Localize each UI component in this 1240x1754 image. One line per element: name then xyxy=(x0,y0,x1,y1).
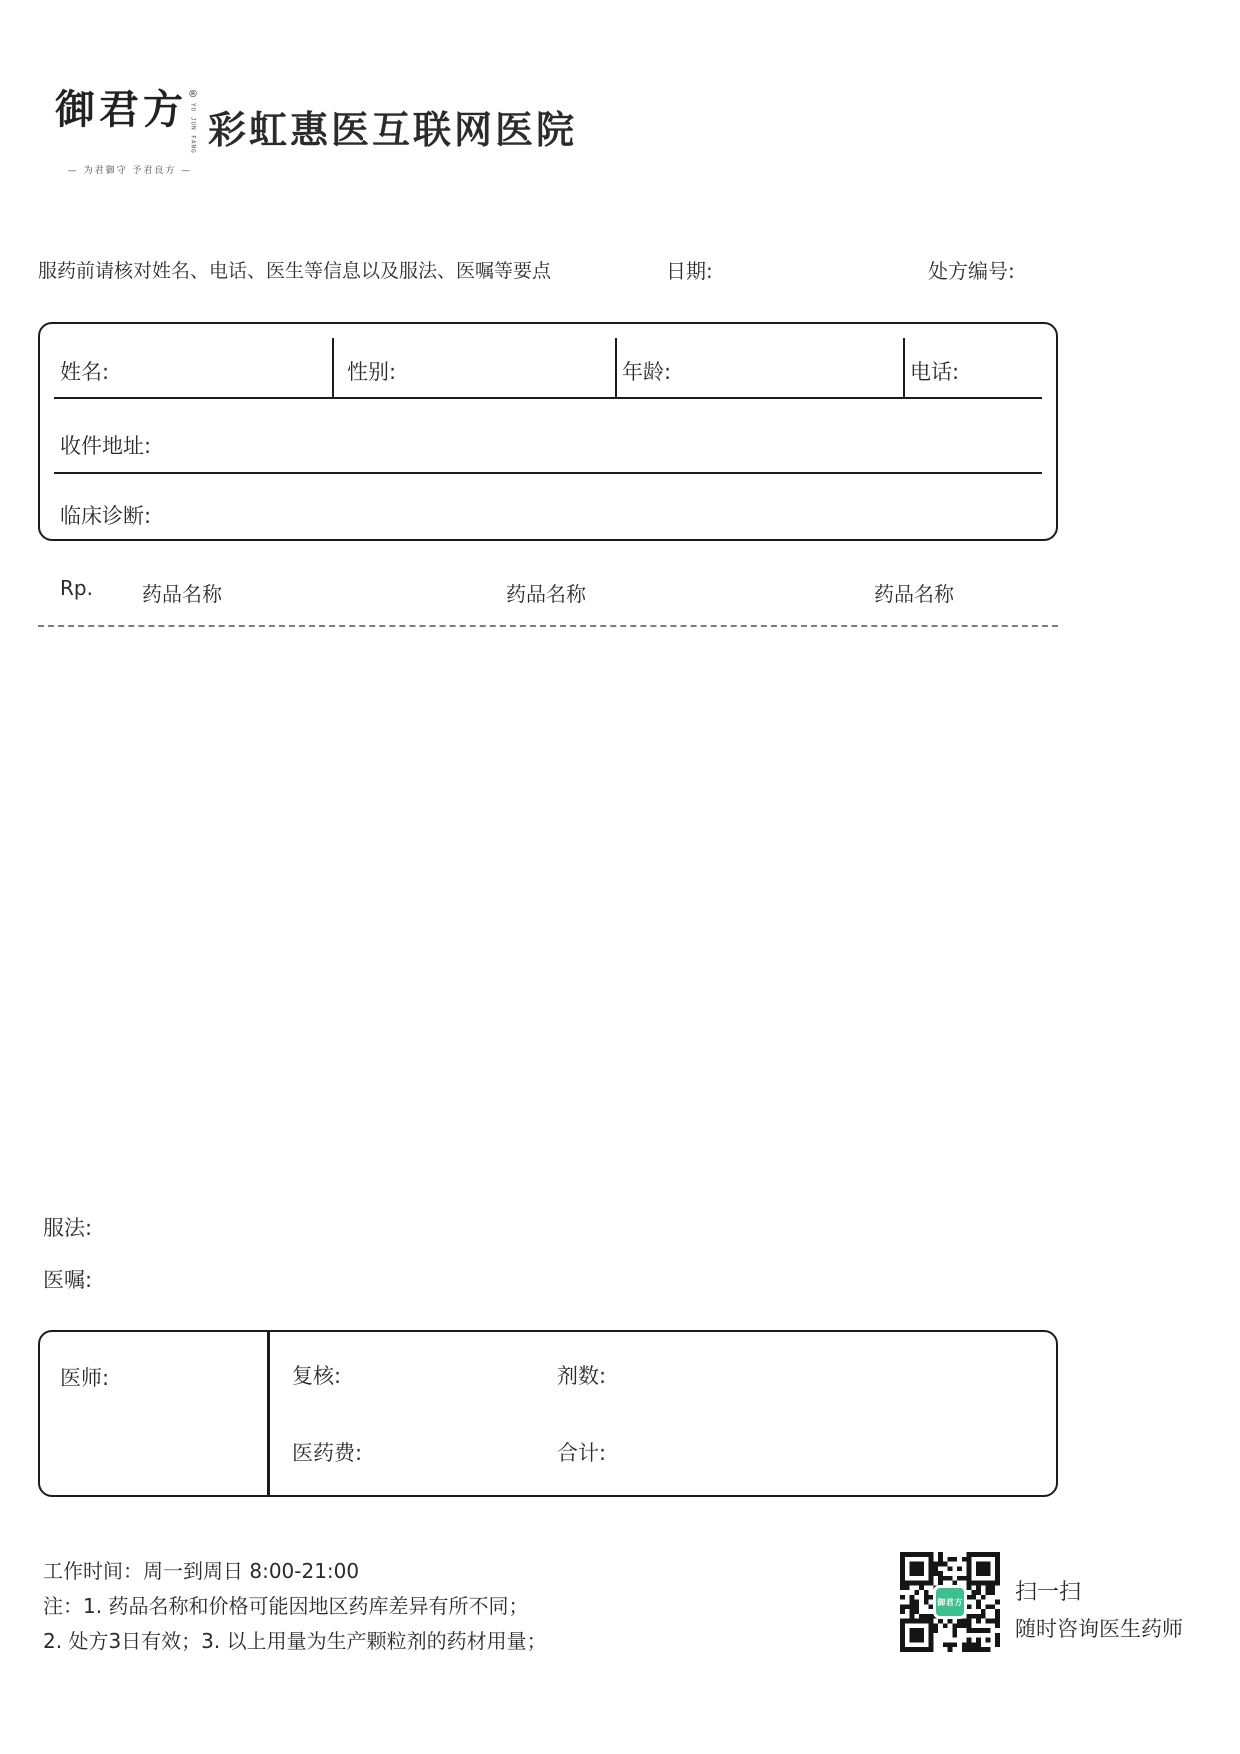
usage-label: 服法: xyxy=(43,1216,93,1240)
brand-romanized-name: YU JUN FANG xyxy=(189,103,197,154)
drug-name-column-header: 药品名称 xyxy=(142,582,222,606)
rx-number-label: 处方编号: xyxy=(928,259,1015,283)
gender-label: 性别: xyxy=(347,360,397,384)
review-label: 复核: xyxy=(292,1364,342,1388)
dashed-separator xyxy=(38,625,1058,627)
drug-name-column-header: 药品名称 xyxy=(506,582,586,606)
precheck-notice: 服药前请核对姓名、电话、医生等信息以及服法、医嘱等要点 xyxy=(38,260,552,282)
rp-label: Rp. xyxy=(60,576,93,600)
address-label: 收件地址: xyxy=(60,434,152,458)
work-time-note: 工作时间：周一到周日 8:00-21:00 xyxy=(43,1559,360,1583)
divider xyxy=(54,472,1042,474)
scan-me-label: 扫一扫 xyxy=(1015,1580,1082,1605)
divider xyxy=(615,338,617,397)
divider xyxy=(267,1332,270,1495)
age-label: 年龄: xyxy=(622,360,672,384)
brand-logo xyxy=(55,88,205,176)
brand-tagline: — 为君御守 予君良方 — xyxy=(67,165,193,176)
qr-center-logo: 御君方 xyxy=(933,1585,967,1619)
divider xyxy=(332,338,334,397)
doses-label: 剂数: xyxy=(557,1364,607,1388)
footnote-2: 2. 处方3日有效；3. 以上用量为生产颗粒剂的药材用量； xyxy=(43,1629,547,1653)
doctor-advice-label: 医嘱: xyxy=(43,1268,93,1292)
footnote-1: 注：1. 药品名称和价格可能因地区药库差异有所不同； xyxy=(43,1594,529,1618)
drug-name-column-header: 药品名称 xyxy=(874,582,954,606)
patient-info-box xyxy=(38,322,1058,541)
scan-subtext: 随时咨询医生药师 xyxy=(1015,1617,1183,1641)
doctor-label: 医师: xyxy=(60,1366,110,1390)
name-label: 姓名: xyxy=(60,360,110,384)
date-label: 日期: xyxy=(666,259,713,283)
signature-box xyxy=(38,1330,1058,1497)
diagnosis-label: 临床诊断: xyxy=(60,504,152,528)
hospital-name: 彩虹惠医互联网医院 xyxy=(208,108,578,152)
brand-name: 御君方 xyxy=(55,86,187,133)
registered-trademark-icon: ® xyxy=(188,89,198,100)
divider xyxy=(903,338,905,397)
divider xyxy=(54,397,1042,399)
phone-label: 电话: xyxy=(910,360,960,384)
total-label: 合计: xyxy=(557,1441,607,1465)
medicine-fee-label: 医药费: xyxy=(292,1441,363,1465)
